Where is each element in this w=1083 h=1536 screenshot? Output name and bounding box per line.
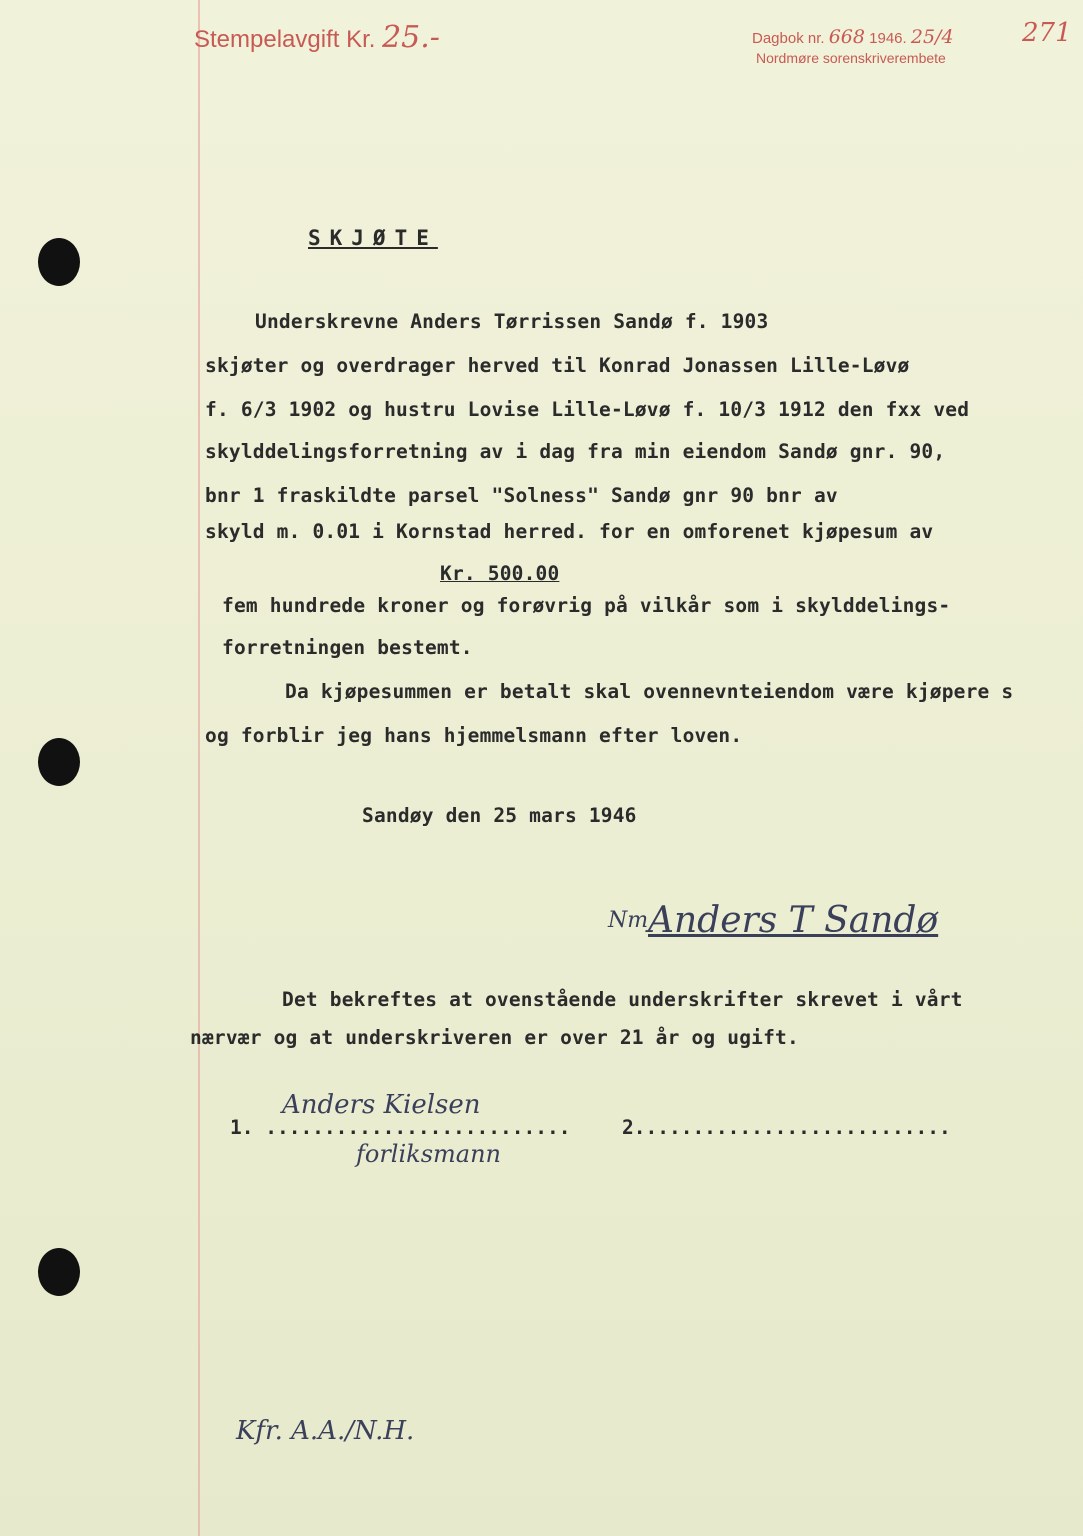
body-line: og forblir jeg hans hjemmelsmann efter loven. <box>205 724 743 747</box>
signature-prefix: Nm <box>608 908 649 933</box>
witness1-line: 1. .......................... <box>230 1116 571 1139</box>
punch-hole <box>38 1248 80 1296</box>
bottom-note: Kfr. A.A./N.H. <box>236 1416 415 1446</box>
purchase-amount: Kr. 500.00 <box>440 562 560 585</box>
punch-hole <box>38 238 80 286</box>
margin-line <box>198 0 200 1536</box>
body-line: Underskrevne Anders Tørrissen Sandø f. 1903 <box>255 310 769 333</box>
document-title: SKJØTE <box>308 226 438 250</box>
witness2-line: 2........................... <box>622 1116 951 1139</box>
dagbok-stamp <box>752 26 954 48</box>
dagbok-date: 25/4 <box>910 26 954 48</box>
body-line: skylddelingsforretning av i dag fra min eiendom Sandø gnr. 90, <box>205 440 946 463</box>
stamp-duty-label: Stempelavgift Kr. <box>194 26 376 53</box>
stamp-duty <box>194 20 440 55</box>
seller-signature: Anders T Sandø <box>648 900 939 941</box>
place-date: Sandøy den 25 mars 1946 <box>362 804 637 827</box>
dagbok-label: Dagbok nr. <box>752 30 825 47</box>
body-line: fem hundrede kroner og forøvrig på vilkår som i skylddelings- <box>222 594 951 617</box>
dagbok-number: 668 <box>828 26 865 48</box>
page-number: 271 <box>1022 18 1072 48</box>
punch-hole <box>38 738 80 786</box>
body-line: skjøter og overdrager herved til Konrad Jonassen Lille-Løvø <box>205 354 910 377</box>
body-line: bnr 1 fraskildte parsel "Solness" Sandø gnr 90 bnr av <box>205 484 838 507</box>
witness-text: nærvær og at underskriveren er over 21 år og ugift. <box>190 1026 799 1049</box>
witness-text: Det bekreftes at ovenstående underskrifter skrevet i vårt <box>282 988 963 1011</box>
body-line: Da kjøpesummen er betalt skal ovennevnteiendom være kjøpere s <box>285 680 1014 703</box>
body-line: f. 6/3 1902 og hustru Lovise Lille-Løvø f. 10/3 1912 den fxx ved <box>205 398 970 421</box>
body-line: forretningen bestemt. <box>222 636 473 659</box>
witness1-signature: Anders Kielsen <box>282 1090 481 1120</box>
dagbok-year: 1946. <box>869 30 907 47</box>
body-line: skyld m. 0.01 i Kornstad herred. for en omforenet kjøpesum av <box>205 520 934 543</box>
office-stamp: Nordmøre sorenskriverembete <box>756 50 946 66</box>
stamp-duty-amount: 25.- <box>382 20 440 55</box>
witness1-title: forliksmann <box>356 1140 501 1168</box>
